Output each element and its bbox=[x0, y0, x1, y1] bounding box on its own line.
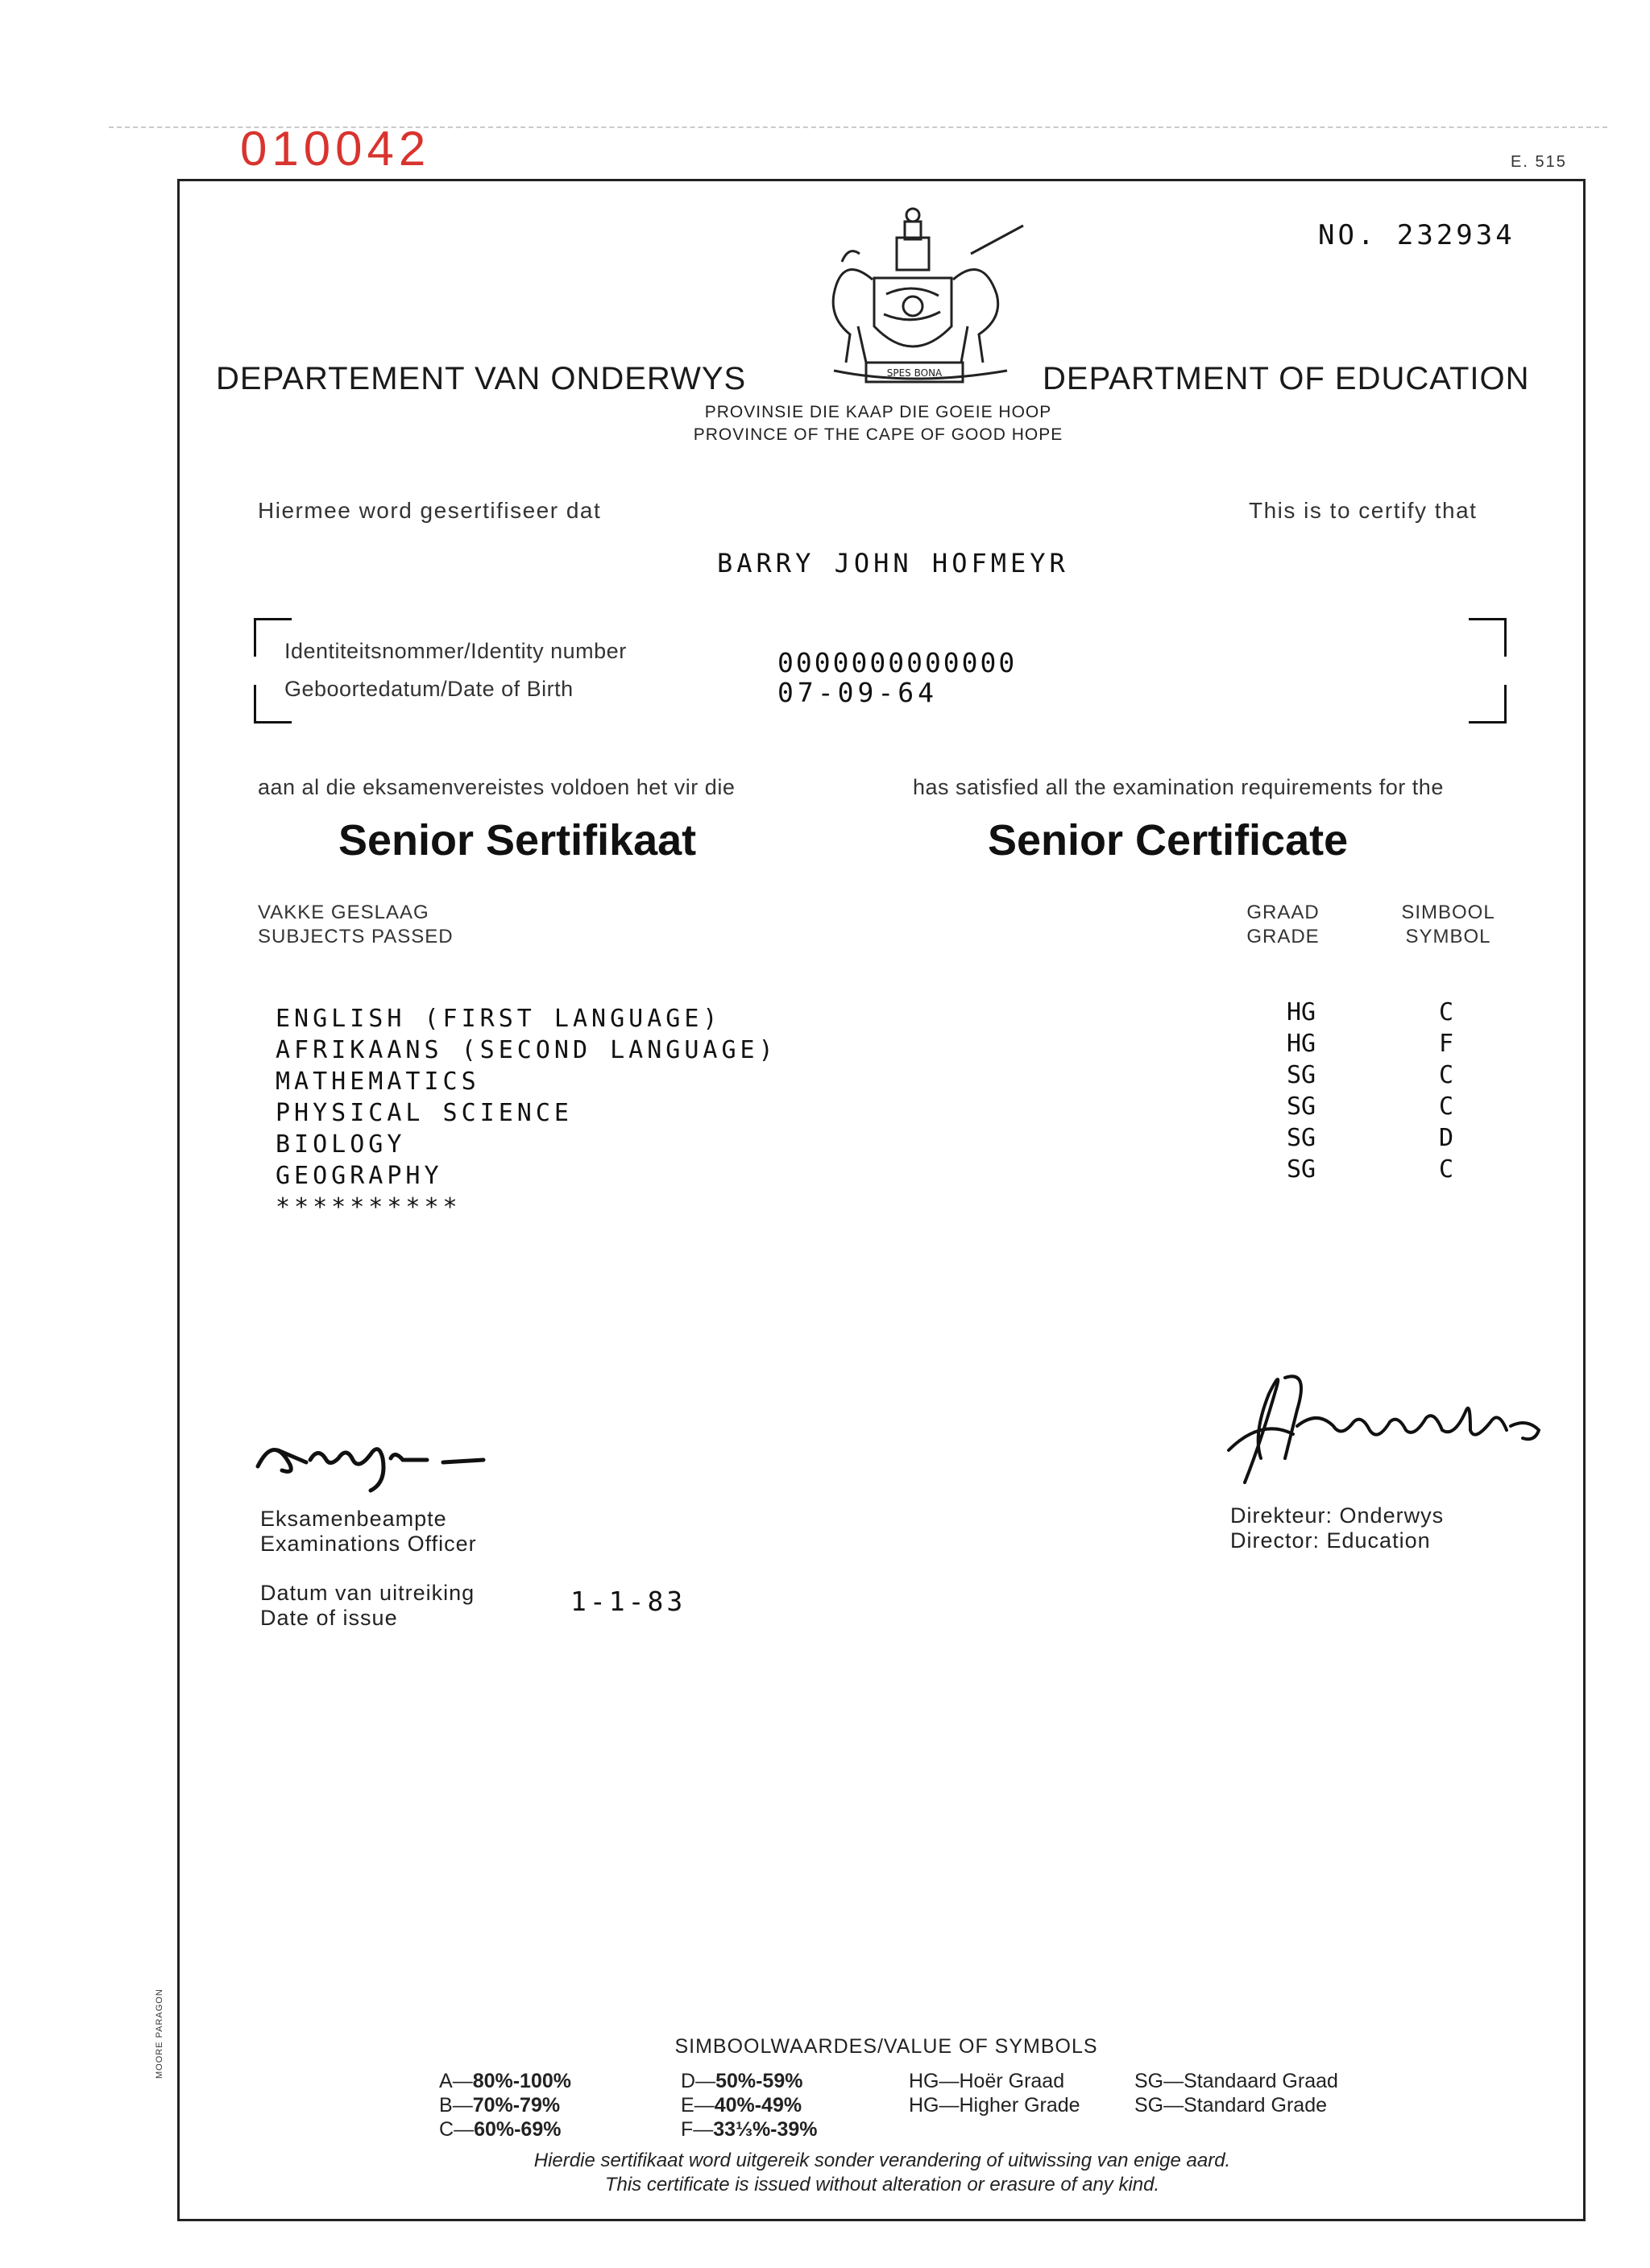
officer-title-en: Examinations Officer bbox=[260, 1532, 477, 1556]
director-title-af: Direkteur: Onderwys bbox=[1230, 1503, 1445, 1528]
grade-key-sg-af: SG—Standaard Graad bbox=[1134, 2070, 1338, 2092]
bracket-top-right bbox=[1469, 618, 1507, 657]
officer-signature bbox=[250, 1402, 500, 1499]
symbols-list bbox=[1426, 997, 1466, 1185]
subject-name: MATHEMATICS bbox=[276, 1068, 480, 1096]
symbol-key-entry: E—40%-49% bbox=[681, 2094, 802, 2117]
requirements-afrikaans: aan al die eksamenvereistes voldoen het vir die bbox=[258, 775, 736, 799]
symbol-header-en: SYMBOL bbox=[1405, 926, 1491, 947]
certify-afrikaans: Hiermee word gesertifiseer dat bbox=[258, 498, 602, 523]
province-english: PROVINCE OF THE CAPE OF GOOD HOPE bbox=[693, 425, 1063, 444]
subject-symbol: C bbox=[1438, 1155, 1454, 1184]
subjects-end-marker: ********** bbox=[276, 1193, 462, 1221]
subject-grade: HG bbox=[1286, 1030, 1316, 1058]
grade-key-sg bbox=[1134, 2069, 1338, 2117]
symbol-key-heading: SIMBOOLWAARDES/VALUE OF SYMBOLS bbox=[674, 2035, 1098, 2058]
id-number-value: 0000000000000 bbox=[777, 647, 1018, 678]
subject-symbol: C bbox=[1438, 1061, 1454, 1089]
grade-header-af: GRAAD bbox=[1246, 902, 1320, 923]
symbol-key-entry: D—50%-59% bbox=[681, 2070, 803, 2092]
coat-of-arms-icon bbox=[810, 205, 1031, 391]
dob-value: 07-09-64 bbox=[777, 677, 938, 708]
issue-date-label bbox=[260, 1581, 475, 1631]
grade-header-en: GRADE bbox=[1246, 926, 1320, 947]
subject-grade: SG bbox=[1286, 1155, 1316, 1184]
subject-name: GEOGRAPHY bbox=[276, 1162, 443, 1190]
subject-grade: SG bbox=[1286, 1093, 1316, 1121]
officer-title bbox=[260, 1507, 477, 1557]
dob-label: Geboortedatum/Date of Birth bbox=[284, 677, 574, 701]
symbol-header bbox=[1398, 901, 1499, 949]
requirements-english: has satisfied all the examination requirements for the bbox=[913, 775, 1444, 799]
subject-symbol: F bbox=[1438, 1030, 1454, 1058]
grade-key-sg-en: SG—Standard Grade bbox=[1134, 2094, 1328, 2117]
printer-mark: MOORE PARAGON bbox=[155, 1988, 164, 2079]
department-english: DEPARTMENT OF EDUCATION bbox=[1043, 361, 1530, 396]
candidate-name: BARRY JOHN HOFMEYR bbox=[717, 548, 1069, 578]
issue-date-label-en: Date of issue bbox=[260, 1606, 398, 1630]
symbol-key-entry: C—60%-69% bbox=[439, 2118, 562, 2141]
certify-english: This is to certify that bbox=[1249, 498, 1478, 523]
issue-date-value: 1-1-83 bbox=[570, 1586, 686, 1617]
subject-symbol: D bbox=[1438, 1124, 1454, 1152]
id-number-label: Identiteitsnommer/Identity number bbox=[284, 639, 627, 663]
grades-list bbox=[1277, 997, 1325, 1185]
form-code: E. 515 bbox=[1511, 153, 1567, 171]
subject-name: BIOLOGY bbox=[276, 1130, 406, 1159]
symbol-key-entry: F—33⅓%-39% bbox=[681, 2118, 818, 2141]
title-english: Senior Certificate bbox=[988, 816, 1349, 864]
symbol-key-entry: A—80%-100% bbox=[439, 2070, 571, 2092]
subjects-header bbox=[258, 901, 454, 949]
subjects-header-af: VAKKE GESLAAG bbox=[258, 902, 429, 923]
director-title bbox=[1230, 1503, 1444, 1553]
notice-english: This certificate is issued without alteration or erasure of any kind. bbox=[604, 2174, 1160, 2195]
serial-number: 010042 bbox=[240, 122, 431, 176]
subject-symbol: C bbox=[1438, 1093, 1454, 1121]
subjects-list bbox=[276, 1003, 777, 1223]
grade-key-hg-af: HG—Hoër Graad bbox=[909, 2070, 1065, 2092]
bracket-bottom-right bbox=[1469, 685, 1507, 724]
department-afrikaans: DEPARTEMENT VAN ONDERWYS bbox=[216, 361, 747, 396]
grade-header bbox=[1245, 901, 1321, 949]
svg-text:SPES BONA: SPES BONA bbox=[886, 367, 943, 379]
subject-grade: SG bbox=[1286, 1124, 1316, 1152]
symbol-header-af: SIMBOOL bbox=[1401, 902, 1495, 923]
certificate-number: NO. 232934 bbox=[1318, 219, 1515, 251]
subjects-header-en: SUBJECTS PASSED bbox=[258, 926, 454, 947]
grade-key-hg-en: HG—Higher Grade bbox=[909, 2094, 1080, 2117]
grade-key-hg bbox=[909, 2069, 1080, 2117]
subject-symbol: C bbox=[1438, 998, 1454, 1026]
officer-title-af: Eksamenbeampte bbox=[260, 1507, 447, 1531]
symbol-key-col-1 bbox=[439, 2069, 571, 2142]
director-signature bbox=[1213, 1362, 1551, 1499]
symbol-key-col-2 bbox=[681, 2069, 818, 2142]
subject-name: ENGLISH (FIRST LANGUAGE) bbox=[276, 1005, 722, 1033]
subject-grade: SG bbox=[1286, 1061, 1316, 1089]
notice-afrikaans: Hierdie sertifikaat word uitgereik sonder verandering of uitwissing van enige aard. bbox=[533, 2150, 1231, 2171]
subject-name: PHYSICAL SCIENCE bbox=[276, 1099, 573, 1127]
subject-name: AFRIKAANS (SECOND LANGUAGE) bbox=[276, 1036, 777, 1064]
province-afrikaans: PROVINSIE DIE KAAP DIE GOEIE HOOP bbox=[704, 403, 1052, 421]
issue-date-label-af: Datum van uitreiking bbox=[260, 1581, 475, 1605]
title-afrikaans: Senior Sertifikaat bbox=[338, 816, 697, 864]
director-title-en: Director: Education bbox=[1230, 1528, 1431, 1553]
symbol-key-entry: B—70%-79% bbox=[439, 2094, 561, 2117]
subject-grade: HG bbox=[1286, 998, 1316, 1026]
